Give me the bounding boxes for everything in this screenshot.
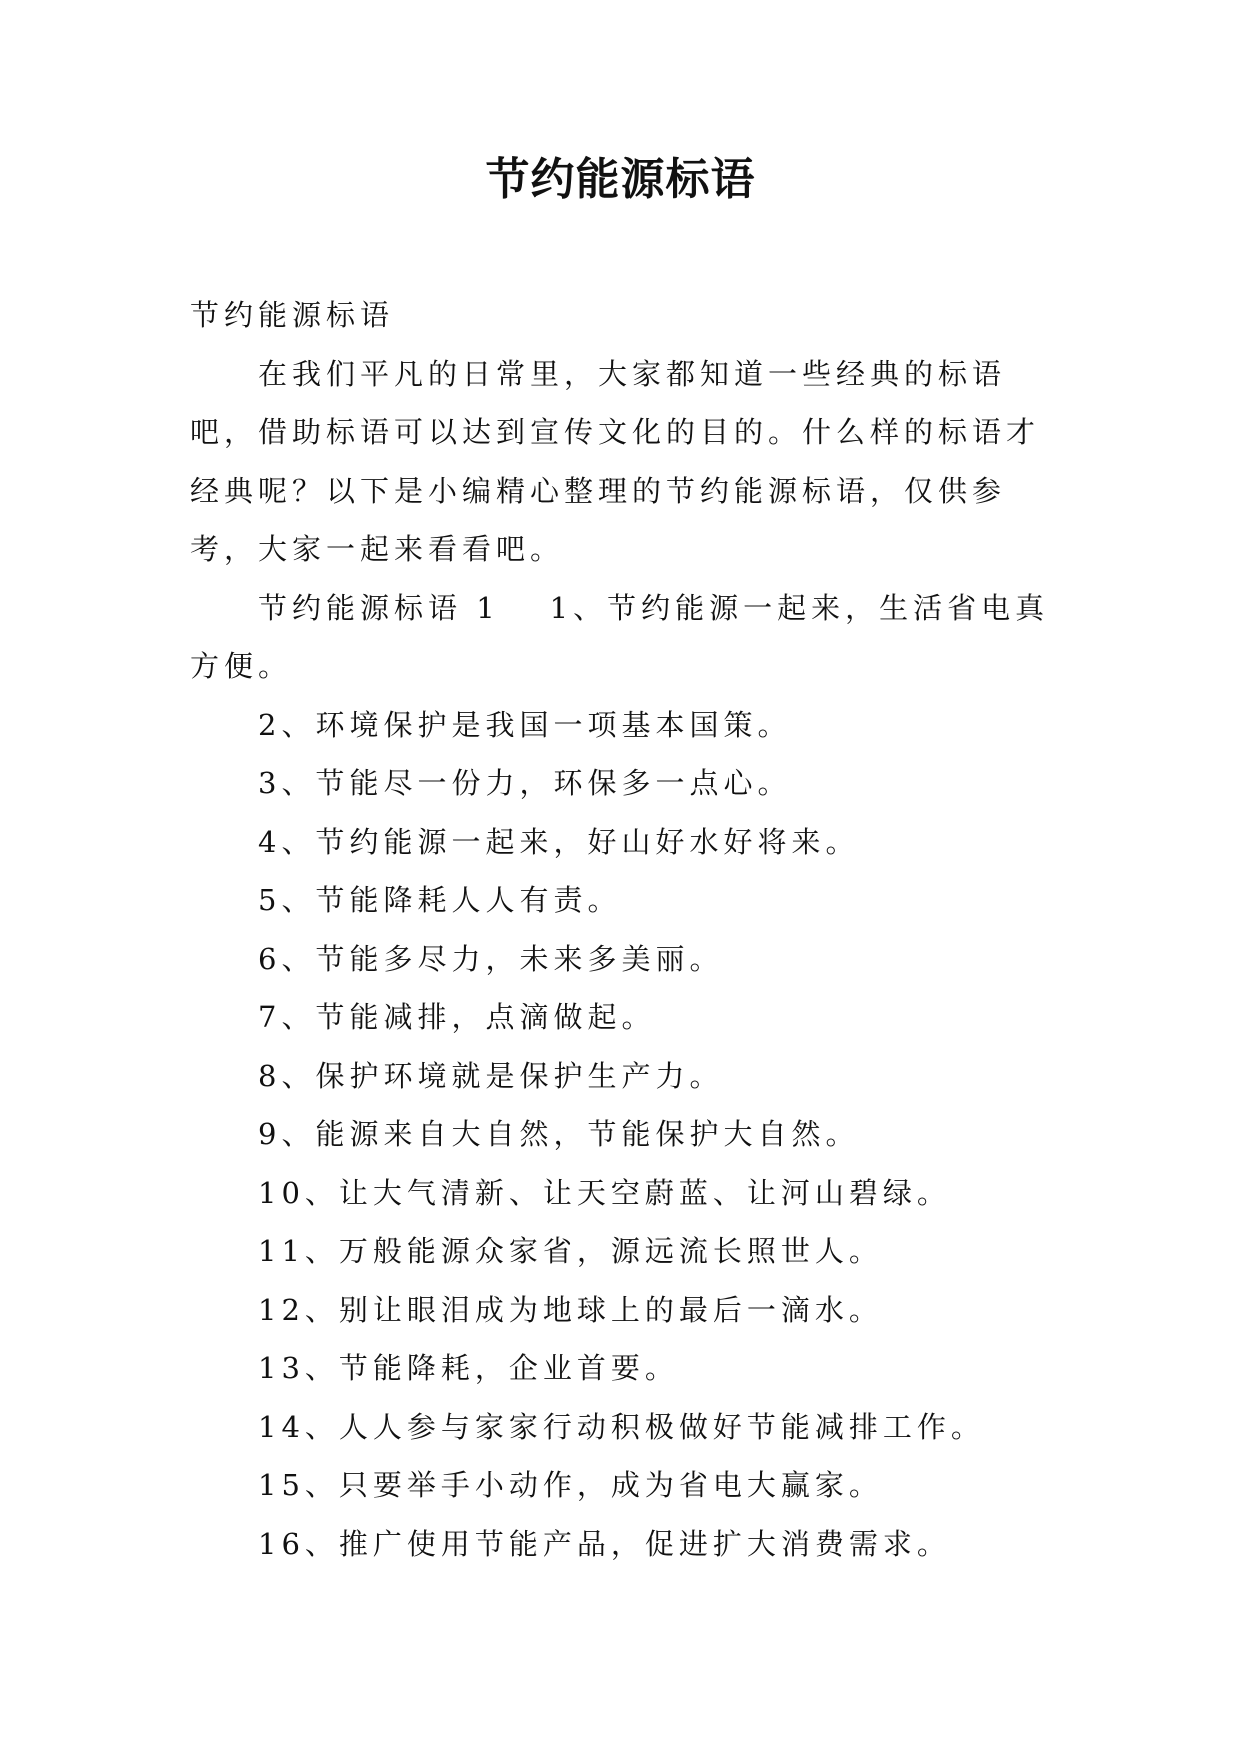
list-item: 4、节约能源一起来，好山好水好将来。 bbox=[258, 824, 860, 859]
section-paragraph bbox=[190, 579, 1070, 696]
list-item: 10、让大气清新、让天空蔚蓝、让河山碧绿。 bbox=[258, 1175, 951, 1210]
list-item: 8、保护环境就是保护生产力。 bbox=[258, 1058, 724, 1093]
list-item: 15、只要举手小动作，成为省电大赢家。 bbox=[258, 1468, 883, 1502]
first-item: 1、节约能源一起来，生活省电真方便。 bbox=[190, 590, 1050, 683]
list-item: 13、节能降耗，企业首要。 bbox=[258, 1351, 679, 1385]
document-subtitle: 节约能源标语 bbox=[190, 298, 395, 332]
list-item: 3、节能尽一份力，环保多一点心。 bbox=[258, 766, 792, 800]
section-heading: 节约能源标语 1 bbox=[258, 590, 500, 625]
list-item: 7、节能减排，点滴做起。 bbox=[258, 1000, 656, 1034]
list-item: 6、节能多尽力，未来多美丽。 bbox=[258, 941, 724, 976]
document-body bbox=[190, 286, 1070, 1573]
list-item: 2、环境保护是我国一项基本国策。 bbox=[258, 707, 792, 742]
intro-paragraph: 在我们平凡的日常里，大家都知道一些经典的标语吧，借助标语可以达到宣传文化的目的。什么样的标语才经典呢？以下是小编精心整理的节约能源标语，仅供参考，大家一起来看看吧。 bbox=[190, 356, 1041, 566]
list-item: 9、能源来自大自然，节能保护大自然。 bbox=[258, 1117, 860, 1151]
list-item: 5、节能降耗人人有责。 bbox=[258, 883, 622, 917]
list-item: 14、人人参与家家行动积极做好节能减排工作。 bbox=[258, 1409, 985, 1444]
list-item: 11、万般能源众家省，源远流长照世人。 bbox=[258, 1234, 883, 1268]
list-item: 12、别让眼泪成为地球上的最后一滴水。 bbox=[258, 1292, 883, 1327]
list-item: 16、推广使用节能产品，促进扩大消费需求。 bbox=[258, 1526, 951, 1561]
document-title: 节约能源标语 bbox=[485, 154, 756, 205]
